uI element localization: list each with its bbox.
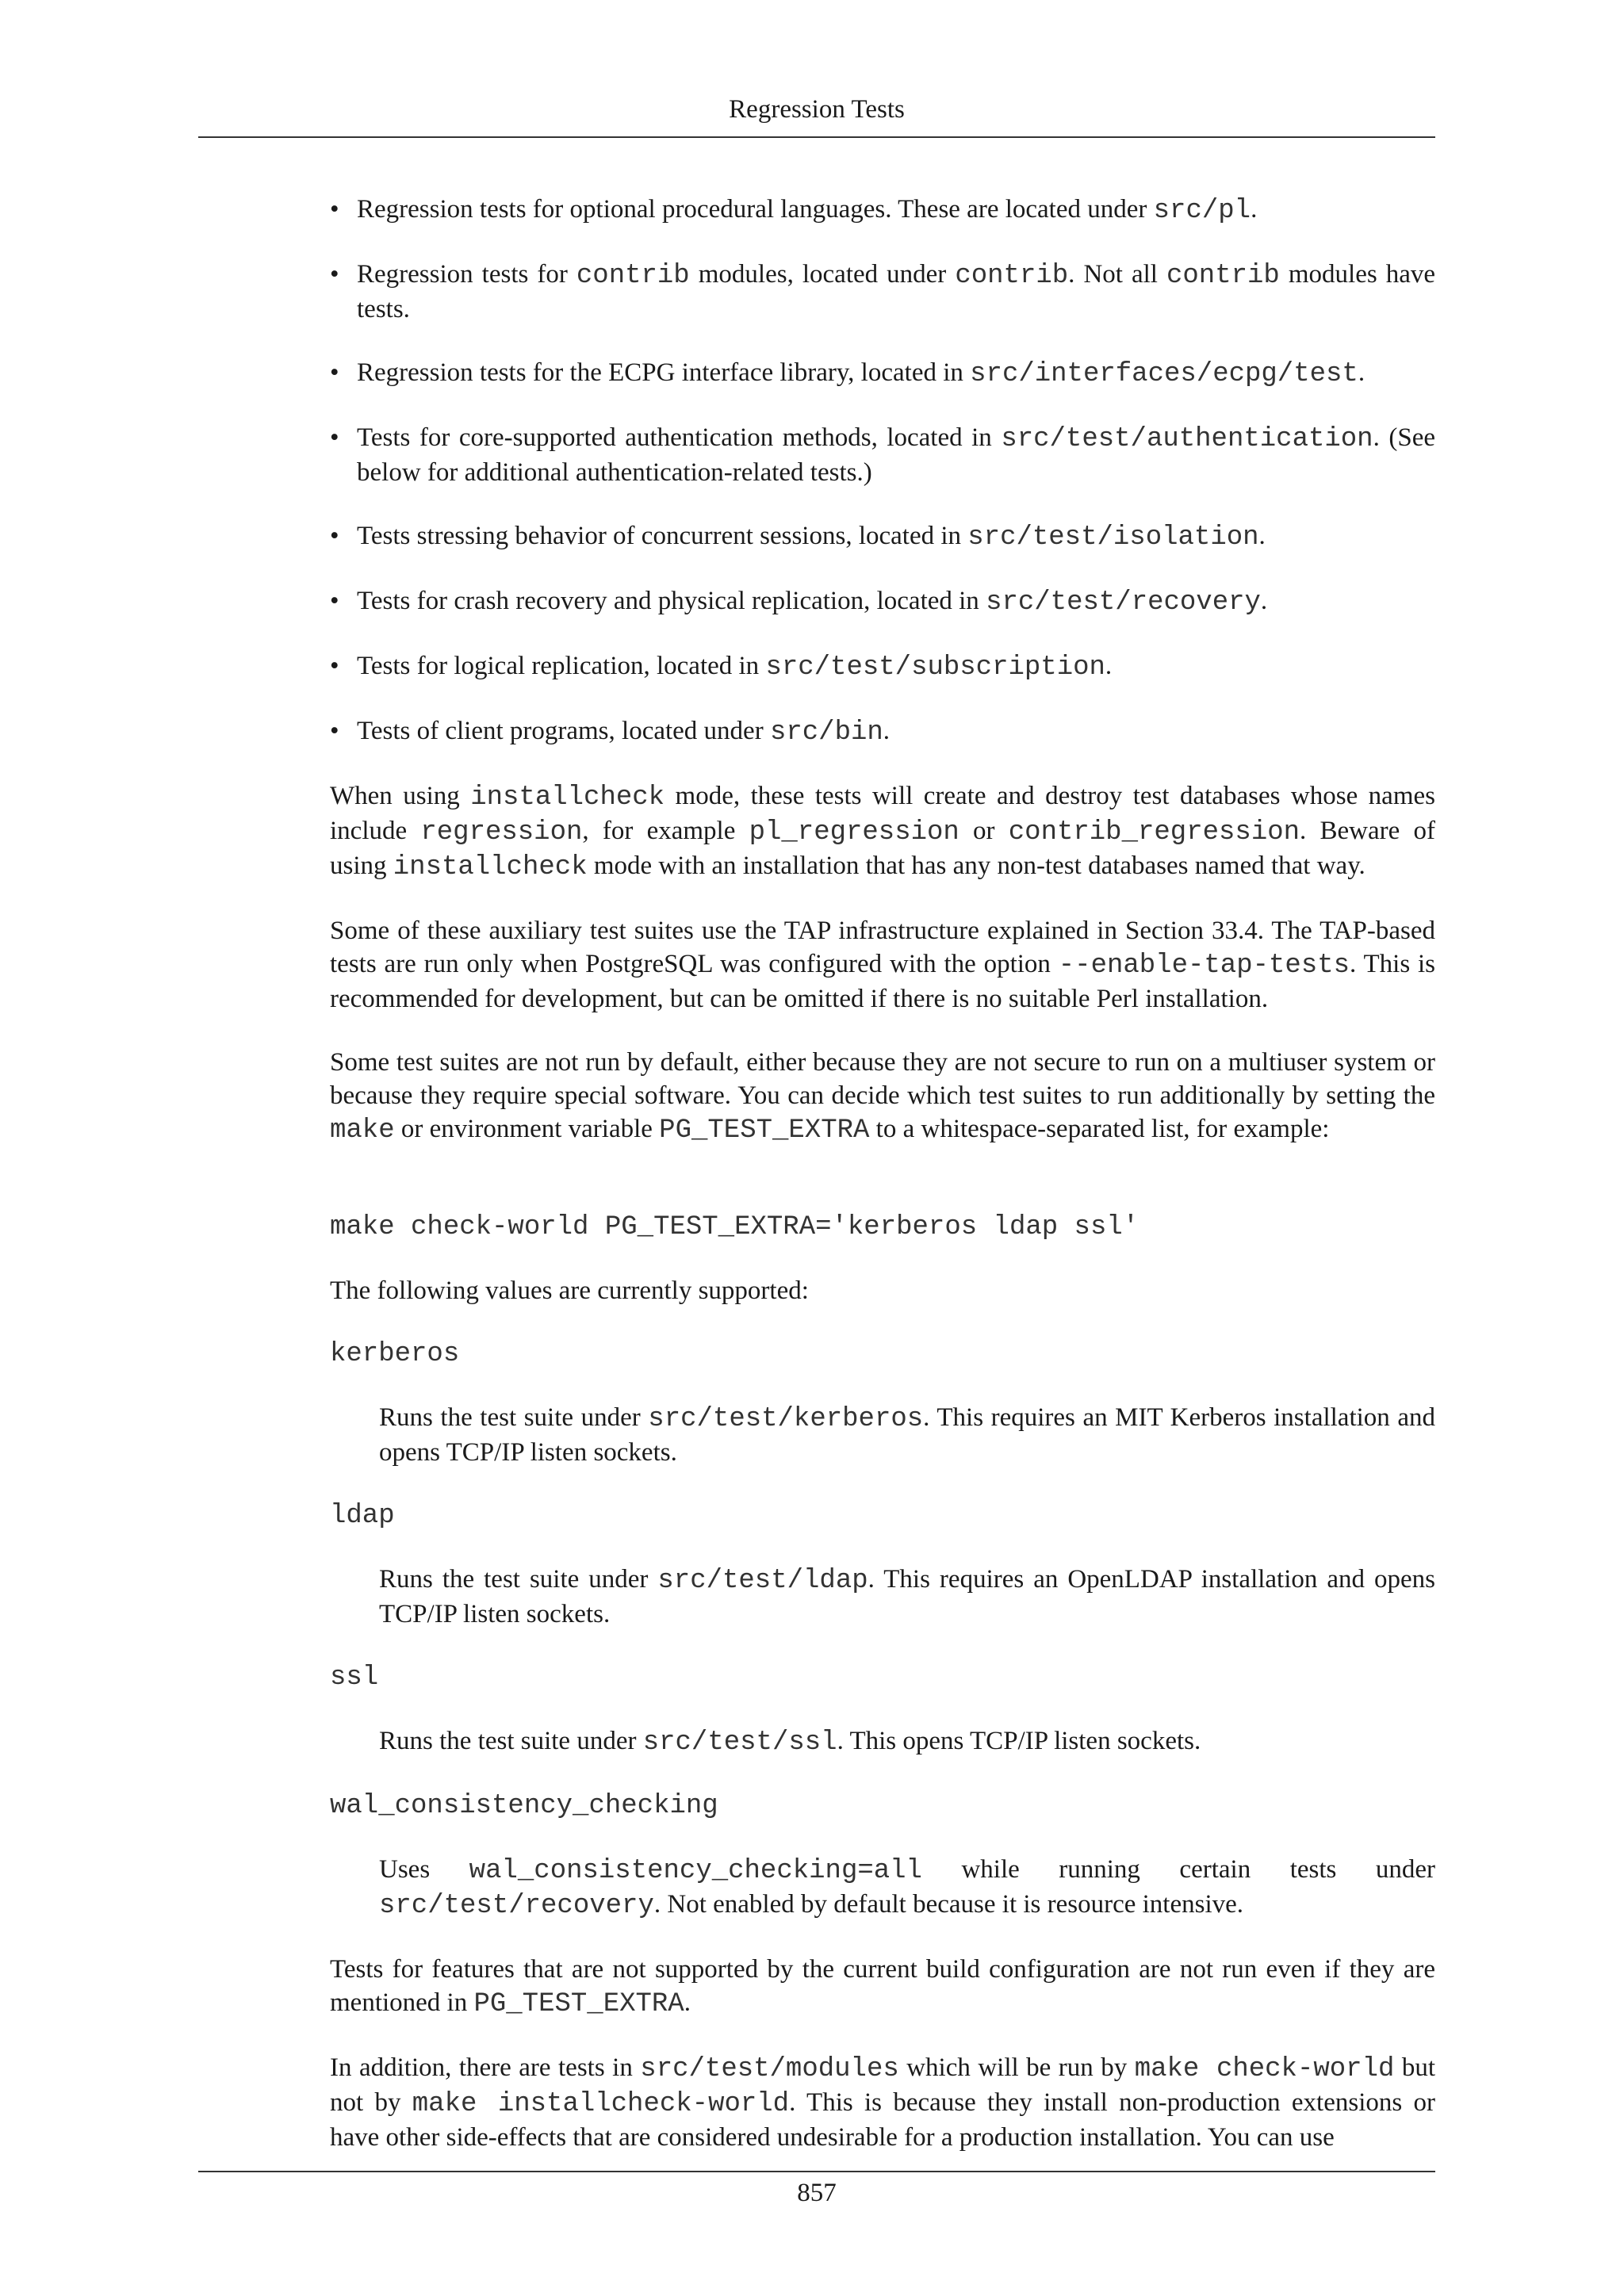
list-item	[330, 714, 1435, 749]
paragraph-text: Runs the test suite under	[379, 1403, 649, 1432]
paragraph-text: but not by	[330, 2053, 1436, 2117]
paragraph-text: Some test suites are not run by default, either because they are not secure to run on a multiuser system or because they require special software. You can decide which test suites to run additionally by setting the	[330, 1048, 1435, 1110]
list-item	[330, 584, 1435, 619]
supported-values-intro: The following values are currently supported:	[330, 1276, 809, 1305]
list-item-text: .	[1260, 587, 1268, 615]
list-item-text: .	[1105, 652, 1113, 680]
list-item-text: Regression tests for	[357, 260, 576, 289]
list-item	[330, 649, 1435, 684]
bullet-icon: •	[330, 522, 339, 550]
path-code: src/pl	[1153, 196, 1251, 226]
inline-code: wal_consistency_checking=all	[469, 1856, 922, 1886]
paragraph-text: . Beware of using	[330, 817, 1435, 880]
path-code: src/test/authentication	[1001, 424, 1373, 454]
code-example: make check-world PG_TEST_EXTRA='kerberos ldap ssl'	[330, 1212, 1139, 1242]
test-extra-paragraph	[330, 1046, 1435, 1147]
list-item-text: Regression tests for optional procedural languages. These are located under	[357, 195, 1154, 224]
page-number: 857	[797, 2179, 837, 2207]
inline-code: contrib_regression	[1008, 817, 1300, 848]
supported-values-list	[330, 1337, 1435, 1923]
paragraph-text: which will be run by	[898, 2053, 1135, 2082]
inline-code: src/test/modules	[640, 2054, 899, 2084]
value-term-kerberos: kerberos	[330, 1339, 460, 1369]
value-term-ssl: ssl	[330, 1663, 379, 1693]
list-item	[330, 519, 1435, 554]
list-item-text: .	[883, 717, 891, 745]
paragraph-text: or environment variable	[394, 1115, 660, 1143]
bullet-icon: •	[330, 195, 339, 224]
inline-code: --enable-tap-tests	[1058, 951, 1350, 981]
bullet-icon: •	[330, 652, 339, 680]
paragraph-text: . This opens TCP/IP listen sockets.	[837, 1727, 1201, 1755]
inline-code: make	[330, 1115, 395, 1146]
inline-code: pl_regression	[749, 817, 959, 848]
list-item-text: .	[1358, 358, 1365, 387]
list-item-text: Tests stressing behavior of concurrent sessions, located in	[357, 522, 968, 550]
list-item	[330, 421, 1435, 489]
bullet-icon: •	[330, 423, 339, 452]
list-item-text: . (See below for additional authentication-related tests.)	[357, 423, 1435, 487]
paragraph-text: to a whitespace-separated list, for example:	[869, 1115, 1330, 1143]
list-item-text: Tests for core-supported authentication methods, located in	[357, 423, 1002, 452]
paragraph-text: while running certain tests under	[921, 1855, 1436, 1884]
page-content	[330, 193, 1435, 2154]
bullet-icon: •	[330, 587, 339, 615]
path-code: src/bin	[769, 718, 883, 748]
path-code: src/test/subscription	[765, 652, 1105, 683]
installcheck-paragraph	[330, 779, 1435, 884]
paragraph-text: . This is recommended for development, but can be omitted if there is no suitable Perl installation.	[330, 950, 1435, 1013]
list-item-text: modules, located under	[689, 260, 956, 289]
path-code: src/interfaces/ecpg/test	[970, 359, 1358, 389]
inline-code: src/test/ssl	[642, 1728, 837, 1758]
running-header: Regression Tests	[729, 95, 905, 124]
value-term-wal-consistency-checking: wal_consistency_checking	[330, 1791, 718, 1821]
paragraph-text: or	[959, 817, 1009, 845]
list-item-text: .	[1258, 522, 1266, 550]
inline-code: src/test/kerberos	[648, 1404, 924, 1434]
value-description	[379, 1724, 1435, 1759]
paragraph-text: Tests for features that are not supported by the current build configuration are not run even if they are mentioned in	[330, 1955, 1435, 2017]
paragraph-text: Runs the test suite under	[379, 1727, 643, 1755]
value-description	[379, 1853, 1435, 1923]
inline-code: make installcheck-world	[412, 2089, 790, 2119]
inline-code: installcheck	[470, 783, 665, 813]
paragraph-text: Uses	[379, 1855, 469, 1884]
paragraph-text: Runs the test suite under	[379, 1565, 658, 1594]
list-item-text: Tests for logical replication, located in	[357, 652, 766, 680]
list-item	[330, 193, 1435, 228]
bullet-icon: •	[330, 358, 339, 387]
value-description	[379, 1401, 1435, 1469]
header-rule	[198, 136, 1435, 138]
paragraph-text: mode, these tests will create and destroy test databases whose names include	[330, 782, 1435, 845]
value-term-ldap: ldap	[330, 1501, 395, 1531]
list-item-text: modules have tests.	[357, 260, 1436, 323]
test-suite-list	[330, 193, 1435, 749]
paragraph-text: . Not enabled by default because it is resource intensive.	[653, 1890, 1244, 1919]
bullet-icon: •	[330, 717, 339, 745]
path-code: src/test/isolation	[967, 522, 1259, 553]
inline-code: contrib	[955, 261, 1069, 291]
paragraph-text: In addition, there are tests in	[330, 2053, 641, 2082]
inline-code: PG_TEST_EXTRA	[473, 1989, 684, 2019]
paragraph-text: . This requires an MIT Kerberos installation and opens TCP/IP listen sockets.	[379, 1403, 1435, 1467]
bullet-icon: •	[330, 260, 339, 289]
inline-code: make check-world	[1134, 2054, 1395, 2084]
paragraph-text: When using	[330, 782, 471, 810]
inline-code: contrib	[576, 261, 690, 291]
unsupported-paragraph	[330, 1953, 1435, 2021]
footer-rule	[198, 2171, 1435, 2172]
list-item-text: Regression tests for the ECPG interface library, located in	[357, 358, 971, 387]
list-item-text: . Not all	[1068, 260, 1166, 289]
paragraph-text: mode with an installation that has any non-test databases named that way.	[587, 851, 1365, 880]
paragraph-text: Some of these auxiliary test suites use the TAP infrastructure explained in Section 33.4. The TAP-based tests are run only when PostgreSQL was configured with the option	[330, 916, 1435, 978]
list-item-text: Tests for crash recovery and physical replication, located in	[357, 587, 986, 615]
inline-code: PG_TEST_EXTRA	[659, 1115, 870, 1146]
tap-paragraph	[330, 914, 1435, 1016]
modules-paragraph	[330, 2051, 1435, 2154]
inline-code: installcheck	[393, 852, 588, 882]
list-item-text: .	[1251, 195, 1258, 224]
paragraph-text: . This requires an OpenLDAP installation and opens TCP/IP listen sockets.	[379, 1565, 1435, 1628]
inline-code: src/test/recovery	[379, 1891, 654, 1921]
list-item	[330, 356, 1435, 391]
inline-code: regression	[420, 817, 583, 848]
paragraph-text: .	[684, 1988, 691, 2017]
path-code: src/test/recovery	[986, 587, 1261, 618]
inline-code: contrib	[1166, 261, 1280, 291]
paragraph-text: . This is because they install non-production extensions or have other side-effects that are considered undesirable for a production installation. You can use	[330, 2088, 1435, 2152]
list-item-text: Tests of client programs, located under	[357, 717, 770, 745]
inline-code: src/test/ldap	[657, 1566, 868, 1596]
value-description	[379, 1563, 1435, 1631]
paragraph-text: , for example	[582, 817, 749, 845]
list-item	[330, 258, 1435, 326]
